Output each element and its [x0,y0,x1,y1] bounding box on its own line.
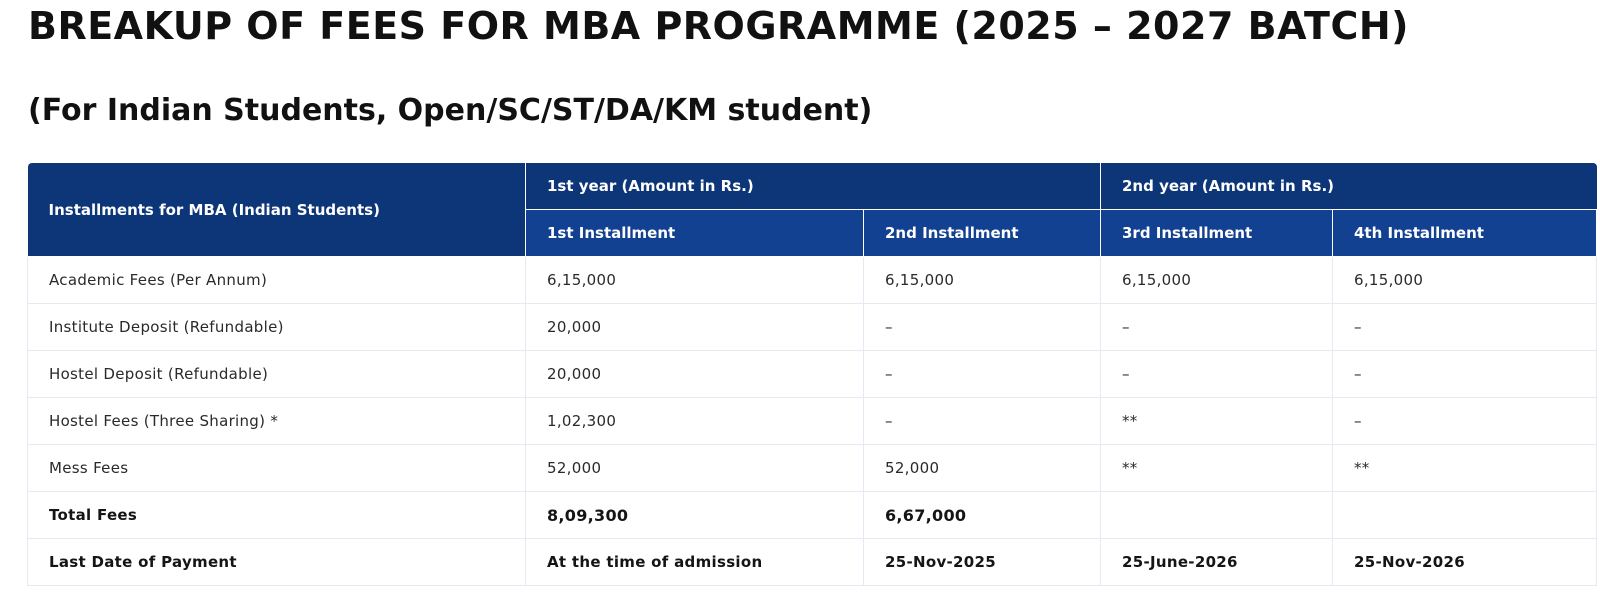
cell: 1,02,300 [526,398,864,445]
page-title: BREAKUP OF FEES FOR MBA PROGRAMME (2025 – 2027 BATCH) [28,4,1410,48]
cell: 25-Nov-2026 [1333,539,1597,586]
row-label: Academic Fees (Per Annum) [28,257,526,304]
cell: 6,15,000 [526,257,864,304]
row-label: Institute Deposit (Refundable) [28,304,526,351]
header-year-1: 1st year (Amount in Rs.) [526,163,1101,210]
cell: ** [1333,445,1597,492]
cell: At the time of admission [526,539,864,586]
row-label: Hostel Fees (Three Sharing) * [28,398,526,445]
cell: – [864,351,1101,398]
header-installment-2: 2nd Installment [864,210,1101,257]
table-row [28,304,1597,351]
cell: – [1333,398,1597,445]
cell: – [1333,351,1597,398]
row-label: Mess Fees [28,445,526,492]
table-row [28,398,1597,445]
cell: – [864,398,1101,445]
cell: 20,000 [526,351,864,398]
cell: 25-June-2026 [1101,539,1333,586]
cell: – [864,304,1101,351]
header-installment-3: 3rd Installment [1101,210,1333,257]
cell: 6,15,000 [864,257,1101,304]
cell [1101,492,1333,539]
cell: 20,000 [526,304,864,351]
cell: ** [1101,445,1333,492]
cell: 6,15,000 [1101,257,1333,304]
cell: – [1101,351,1333,398]
table-row-last-date [28,539,1597,586]
header-installment-1: 1st Installment [526,210,864,257]
cell: – [1101,304,1333,351]
header-year-2: 2nd year (Amount in Rs.) [1101,163,1597,210]
row-label: Total Fees [28,492,526,539]
cell: 6,67,000 [864,492,1101,539]
table-row [28,445,1597,492]
row-label: Hostel Deposit (Refundable) [28,351,526,398]
page-subtitle: (For Indian Students, Open/SC/ST/DA/KM student) [28,93,873,128]
cell: 8,09,300 [526,492,864,539]
row-label: Last Date of Payment [28,539,526,586]
cell: 25-Nov-2025 [864,539,1101,586]
cell: 52,000 [526,445,864,492]
cell: – [1333,304,1597,351]
table-row-total [28,492,1597,539]
header-installment-4: 4th Installment [1333,210,1597,257]
table-row [28,351,1597,398]
fee-table [27,163,1597,586]
header-installments-label: Installments for MBA (Indian Students) [28,163,526,257]
table-header [28,163,1597,257]
cell: ** [1101,398,1333,445]
table-body [28,257,1597,586]
cell: 6,15,000 [1333,257,1597,304]
cell: 52,000 [864,445,1101,492]
table-row [28,257,1597,304]
cell [1333,492,1597,539]
